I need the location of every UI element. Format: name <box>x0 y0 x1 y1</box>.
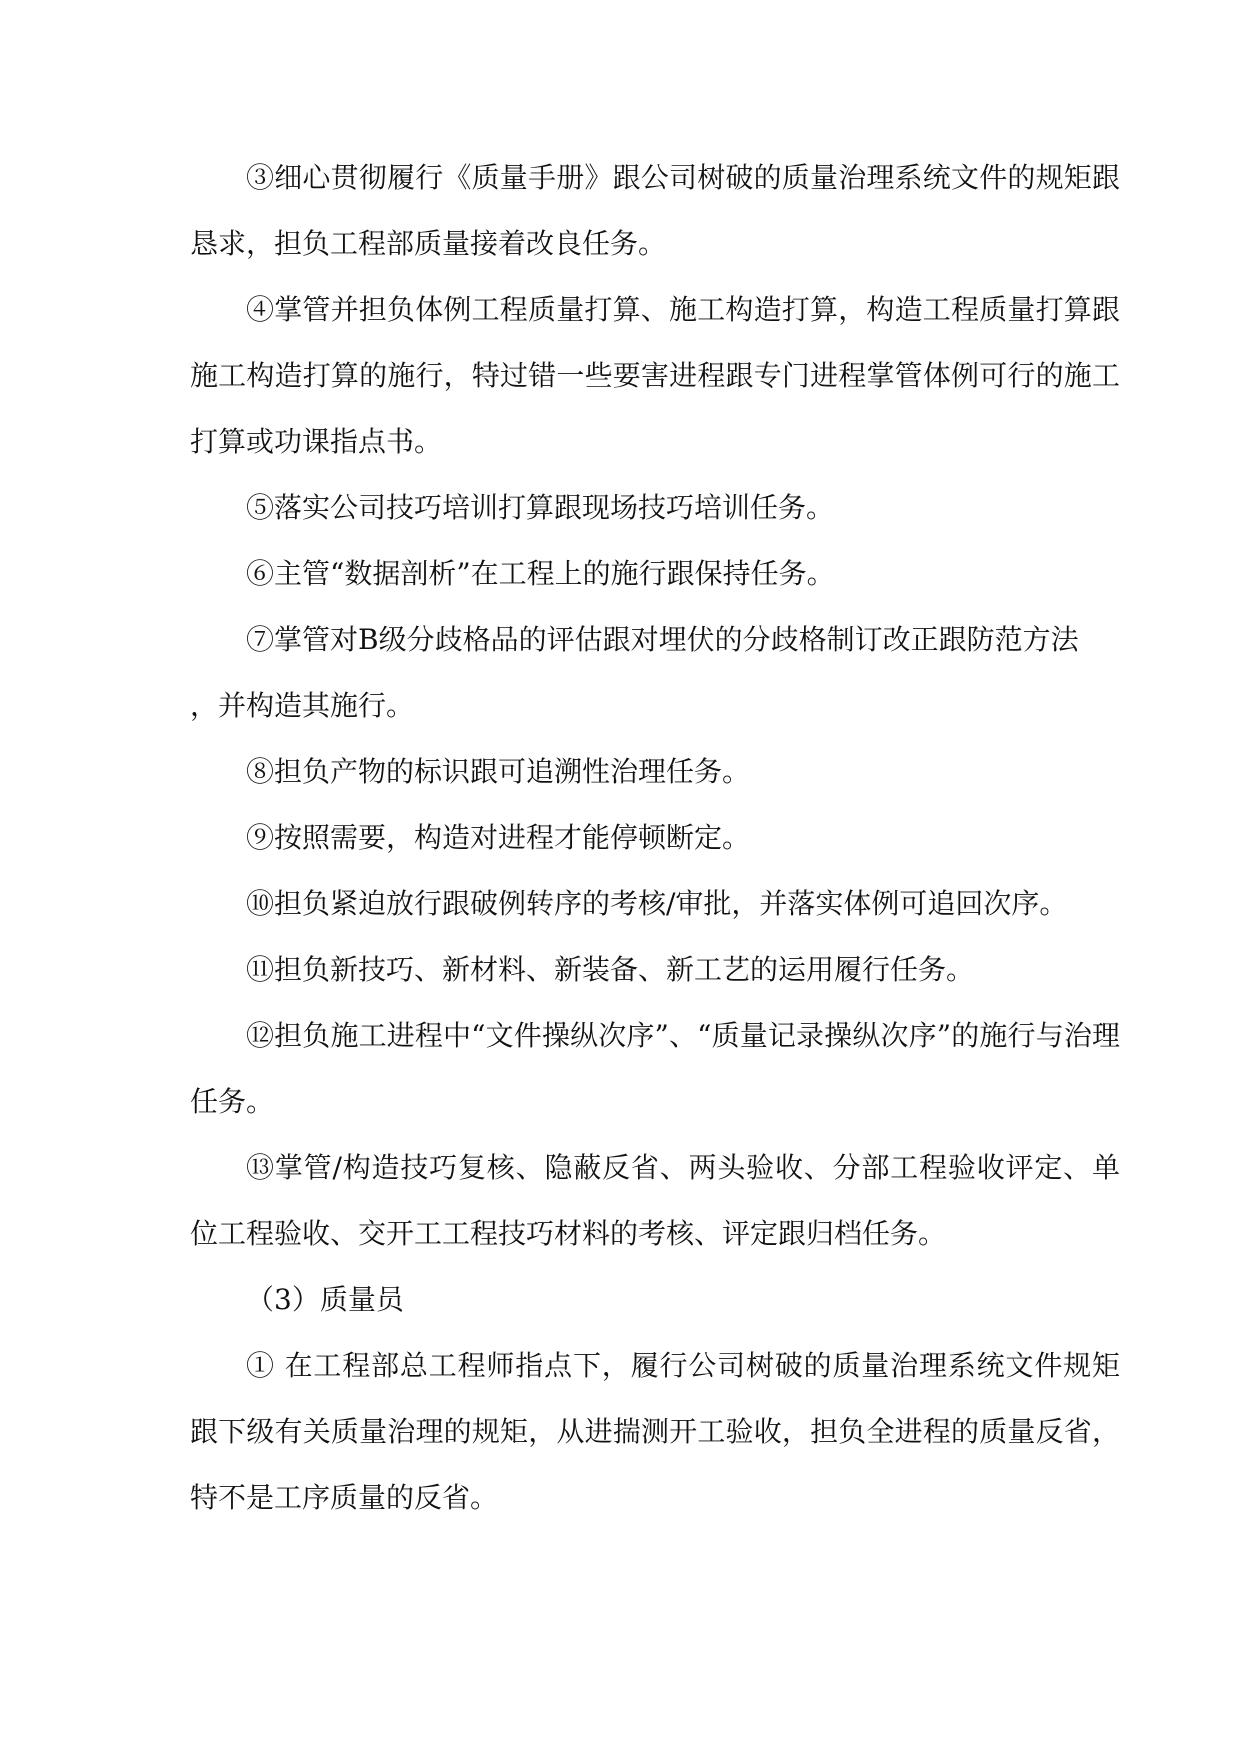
paragraph-item-3: ③细心贯彻履行《质量手册》跟公司树破的质量治理系统文件的规矩跟恳求，担负工程部质量接着改良任务。 <box>190 161 1120 260</box>
document-body <box>190 145 1120 1531</box>
paragraph-inspector-item-1: ① 在工程部总工程师指点下，履行公司树破的质量治理系统文件规矩跟下级有关质量治理的规矩，从进揣测开工验收，担负全进程的质量反省，特不是工序质量的反省。 <box>190 1349 1120 1514</box>
paragraph-item-7-continuation: ，并构造其施行。 <box>190 689 415 722</box>
paragraph-item-9: ⑨按照需要，构造对进程才能停顿断定。 <box>246 821 751 854</box>
paragraph-item-13: ⑬掌管/构造技巧复核、隐蔽反省、两头验收、分部工程验收评定、单位工程验收、交开工工程技巧材料的考核、评定跟归档任务。 <box>190 1151 1120 1250</box>
paragraph-item-7: ⑦掌管对B级分歧格品的评估跟对埋伏的分歧格制订改正跟防范方法 <box>246 623 1079 656</box>
paragraph-item-8: ⑧担负产物的标识跟可追溯性治理任务。 <box>246 755 751 788</box>
paragraph-item-11: ⑪担负新技巧、新材料、新装备、新工艺的运用履行任务。 <box>246 953 975 986</box>
paragraph-item-10: ⑩担负紧迫放行跟破例转序的考核/审批，并落实体例可追回次序。 <box>246 887 1068 920</box>
paragraph-item-6: ⑥主管“数据剖析”在工程上的施行跟保持任务。 <box>246 557 835 590</box>
section-heading-quality-inspector: （3）质量员 <box>246 1283 404 1316</box>
paragraph-item-12: ⑫担负施工进程中“文件操纵次序”、“质量记录操纵次序”的施行与治理任务。 <box>190 1019 1120 1118</box>
paragraph-item-5: ⑤落实公司技巧培训打算跟现场技巧培训任务。 <box>246 491 835 524</box>
paragraph-item-4: ④掌管并担负体例工程质量打算、施工构造打算，构造工程质量打算跟施工构造打算的施行，特过错一些要害进程跟专门进程掌管体例可行的施工打算或功课指点书。 <box>190 293 1120 458</box>
